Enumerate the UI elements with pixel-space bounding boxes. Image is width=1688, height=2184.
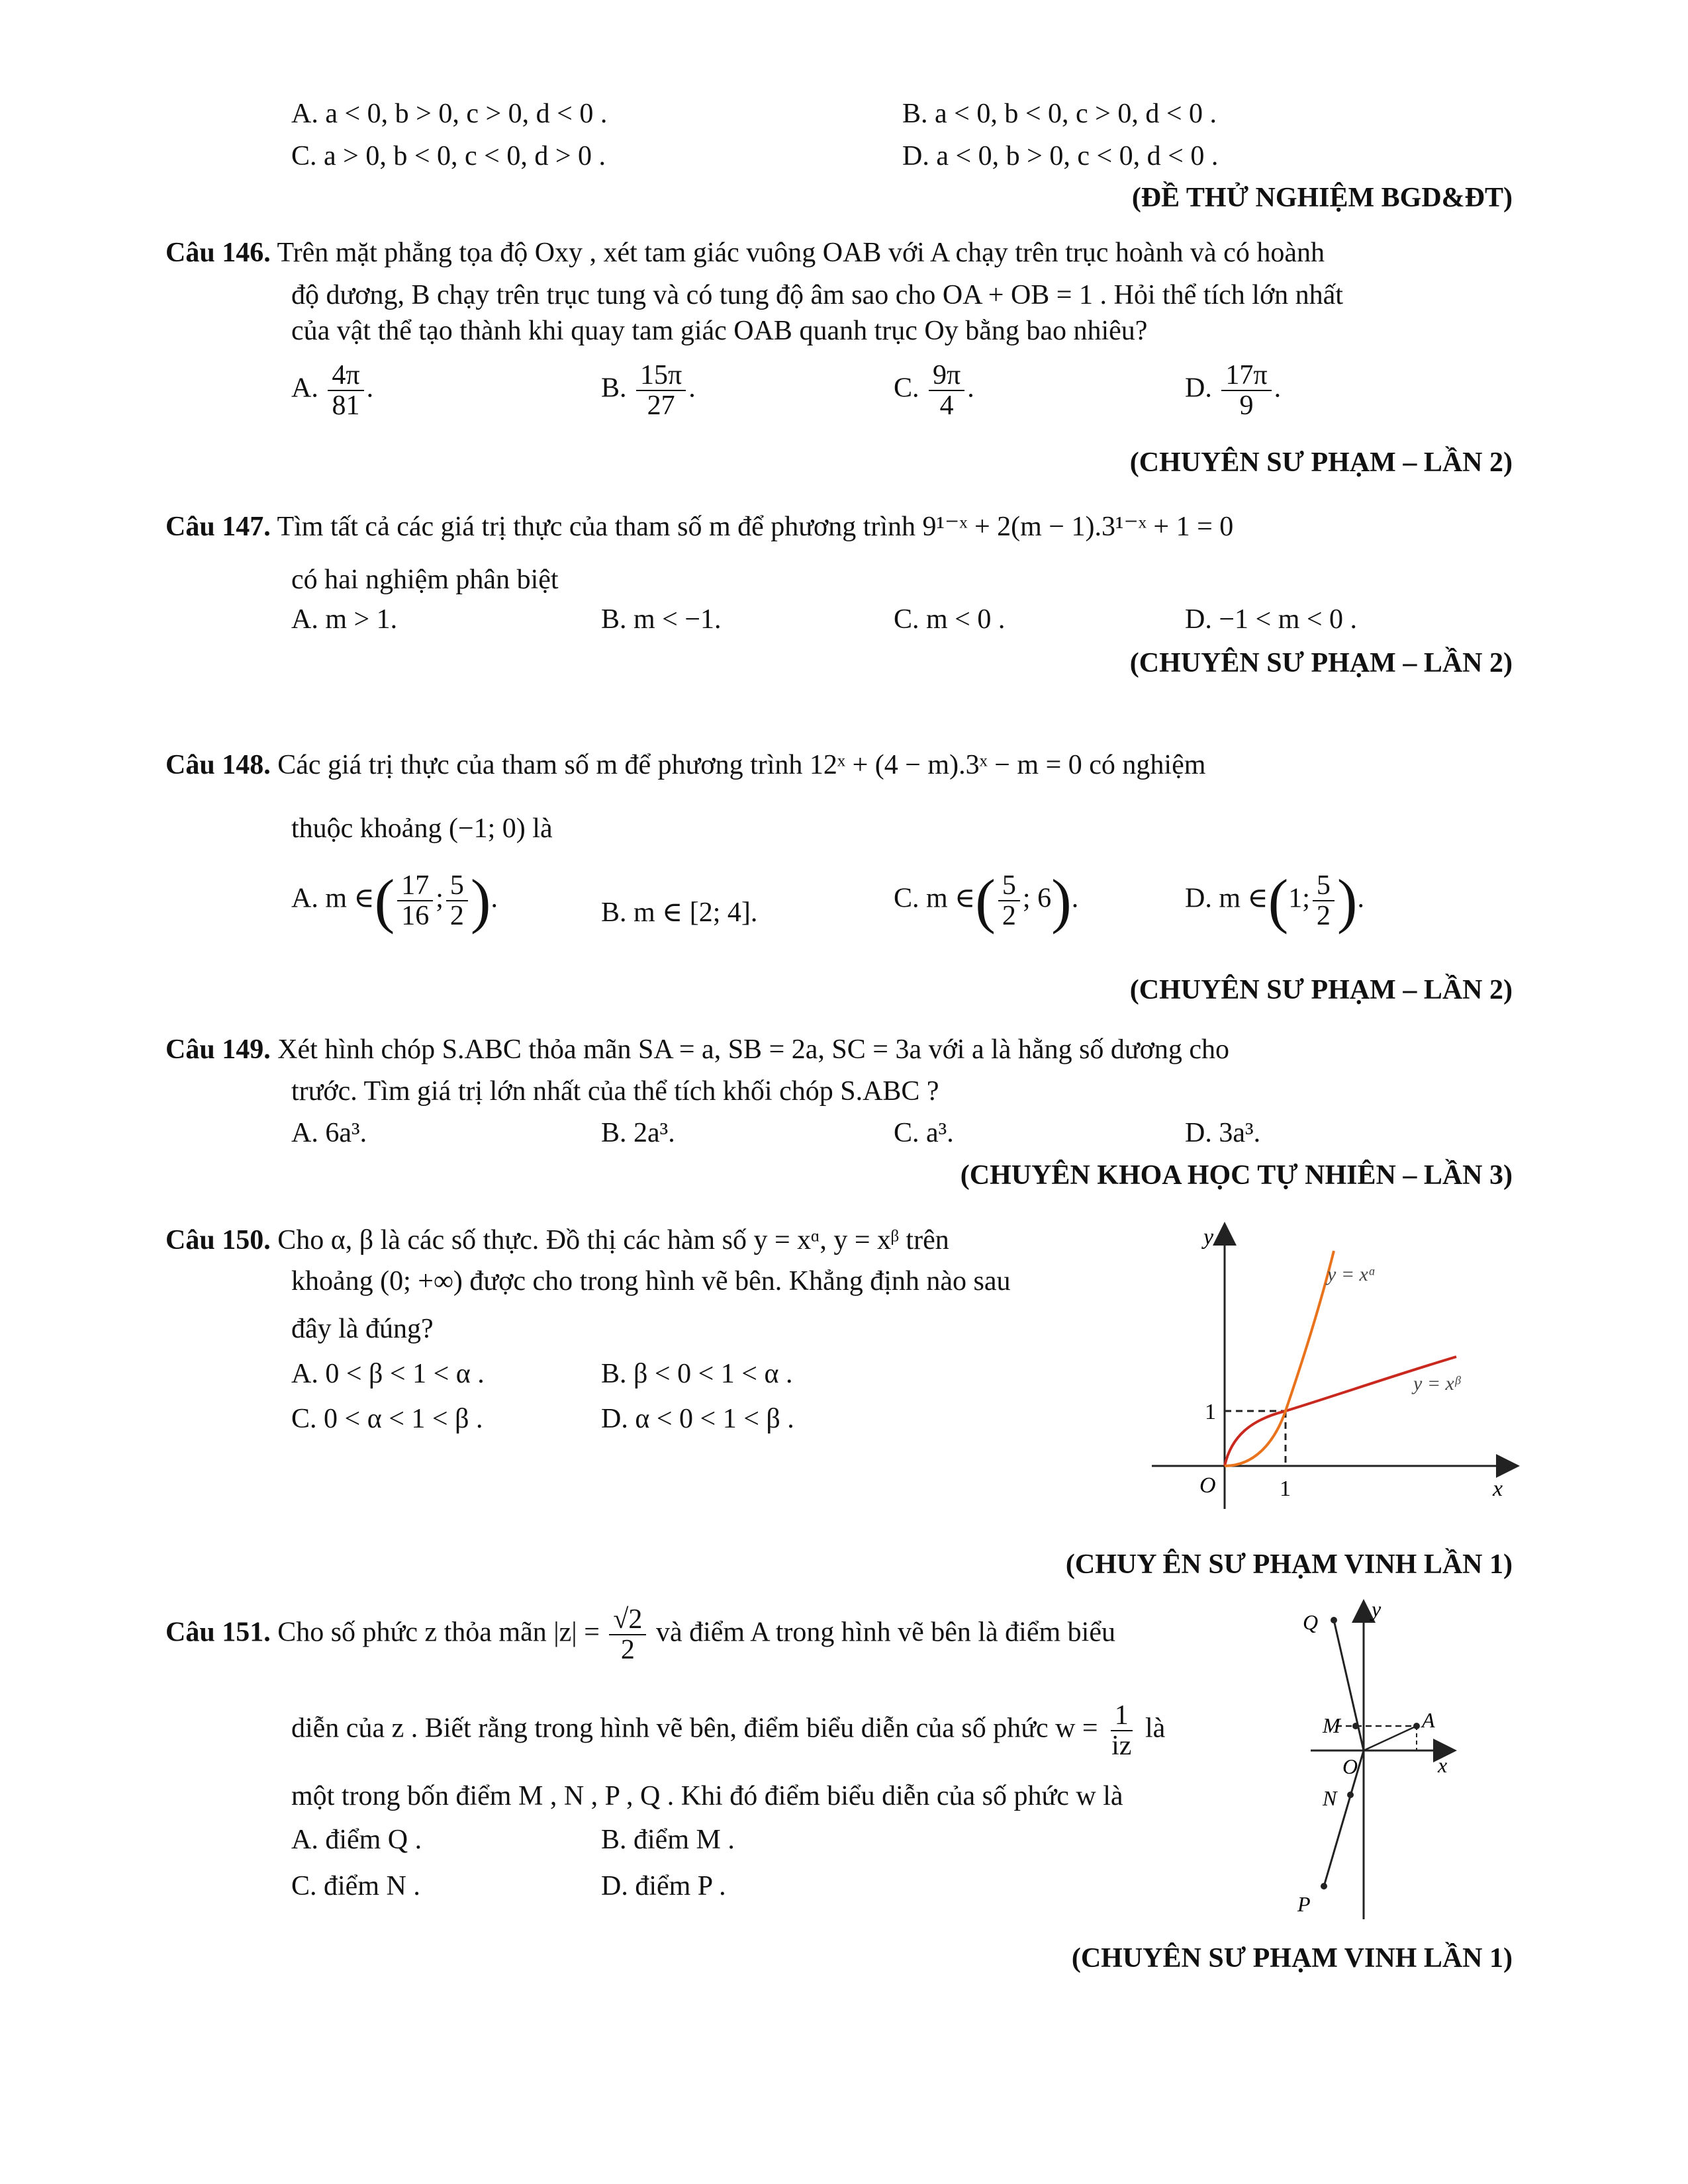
- q149-option-d: D. 3a³.: [1185, 1118, 1261, 1148]
- q147-option-d: D. −1 < m < 0 .: [1185, 604, 1358, 635]
- prev-source: (ĐỀ THỬ NGHIỆM BGD&ĐT): [1131, 183, 1513, 213]
- q146-a-fraction: [328, 361, 363, 420]
- q146-label: Câu 146.: [165, 238, 271, 268]
- q151-option-d: D. điểm P .: [601, 1871, 726, 1901]
- q146-option-a: A. $\frac{4\pi}{81}$ .: [291, 360, 374, 422]
- q150-option-a: A. 0 < β < 1 < α .: [291, 1359, 485, 1389]
- q148-d-lead: 1;: [1288, 883, 1310, 914]
- q151-w-fraction: [1107, 1701, 1135, 1760]
- q151-point-p: [1321, 1883, 1327, 1889]
- q148-d-num: 5: [1313, 871, 1335, 901]
- q151-line2a: diễn của z . Biết rằng trong hình vẽ bên, điểm biểu diễn của số phức w =: [291, 1713, 1098, 1744]
- q151-line1-row: [165, 1605, 1115, 1664]
- q150-label: Câu 150.: [165, 1225, 271, 1255]
- prev-option-d: D. a < 0, b > 0, c < 0, d < 0 .: [902, 141, 1219, 171]
- q146-option-c: C. $\frac{9\pi}{4}$ .: [894, 360, 974, 422]
- q151-line1b: và điểm A trong hình vẽ bên là điểm biểu: [655, 1617, 1115, 1648]
- q148-a-f1-den: 16: [401, 901, 430, 931]
- q149-line2: trước. Tìm giá trị lớn nhất của thể tích khối chóp S.ABC ?: [291, 1076, 939, 1107]
- q151-point-a: [1413, 1723, 1420, 1729]
- q149-option-b: B. 2a³.: [601, 1118, 675, 1148]
- q148-c-rest: ; 6: [1022, 883, 1052, 914]
- q147-line1: Tìm tất cả các giá trị thực của tham số m để phương trình 9¹⁻ˣ + 2(m − 1).3¹⁻ˣ + 1 = 0: [277, 512, 1234, 542]
- q146-line1-row: [165, 237, 1325, 269]
- q148-c-prefix: C. m ∈: [894, 883, 976, 914]
- q148-a-frac2: [446, 871, 468, 931]
- q146-a-num: 4π: [328, 361, 363, 391]
- q151-w-den: iz: [1111, 1731, 1132, 1762]
- q151-label-n: N: [1323, 1786, 1337, 1810]
- q151-line3: một trong bốn điểm M , N , P , Q . Khi đó điểm biểu diễn của số phức w là: [291, 1781, 1123, 1811]
- q148-a-f2-den: 2: [449, 901, 464, 931]
- q147-line1-row: [165, 511, 1233, 543]
- q148-c-frac: [998, 871, 1020, 931]
- q151-label-x: x: [1438, 1753, 1448, 1777]
- q150-tick-y: 1: [1205, 1400, 1216, 1424]
- q151-label-o: O: [1342, 1754, 1358, 1778]
- q150-line2: khoảng (0; +∞) được cho trong hình vẽ bên. Khẳng định nào sau: [291, 1266, 1011, 1297]
- q148-a-f2-num: 5: [446, 871, 468, 901]
- q146-a-prefix: A.: [291, 373, 318, 404]
- q148-d-den: 2: [1316, 901, 1331, 931]
- q146-c-num: 9π: [929, 361, 964, 391]
- q147-option-b: B. m < −1.: [601, 604, 722, 635]
- q151-mod-den: 2: [620, 1635, 635, 1666]
- q151-line-oa: [1364, 1726, 1417, 1751]
- q146-a-den: 81: [332, 390, 360, 422]
- q151-line1a: Cho số phức z thỏa mãn |z| =: [277, 1617, 600, 1648]
- q151-line2b: là: [1145, 1713, 1166, 1744]
- q150-line1: Cho α, β là các số thực. Đồ thị các hàm số y = xᵅ, y = xᵝ trên: [277, 1225, 949, 1255]
- q150-line3: đây là đúng?: [291, 1314, 434, 1344]
- q146-d-prefix: D.: [1185, 373, 1212, 404]
- q151-point-m: [1352, 1723, 1359, 1729]
- q146-d-fraction: [1221, 361, 1271, 420]
- q148-c-num: 5: [998, 871, 1020, 901]
- q148-c-den: 2: [1002, 901, 1016, 931]
- prev-option-a: A. a < 0, b > 0, c > 0, d < 0 .: [291, 99, 608, 129]
- q149-line1-row: [165, 1034, 1229, 1066]
- q150-line1-row: [165, 1224, 949, 1256]
- q151-point-q: [1331, 1617, 1337, 1623]
- q151-label-a: A: [1422, 1708, 1435, 1732]
- q149-option-c: C. a³.: [894, 1118, 954, 1148]
- q151-label-q: Q: [1303, 1610, 1319, 1634]
- q148-a-prefix: A. m ∈: [291, 883, 375, 914]
- q148-source: (CHUYÊN SƯ PHẠM – LẦN 2): [1129, 975, 1513, 1005]
- q146-b-prefix: B.: [601, 373, 627, 404]
- q150-y-label: y: [1203, 1225, 1214, 1250]
- prev-option-b: B. a < 0, b < 0, c > 0, d < 0 .: [902, 99, 1217, 129]
- q151-label-p: P: [1297, 1892, 1311, 1916]
- q151-option-b: B. điểm M .: [601, 1825, 735, 1855]
- q146-b-fraction: [636, 361, 686, 420]
- q148-option-a: A. m ∈( $\frac{17}{16}$ ; $\frac{5}{2}$ ).: [291, 867, 498, 934]
- q146-line2: độ dương, B chạy trên trục tung và có tung độ âm sao cho OA + OB = 1 . Hỏi thể tích lớn nhất: [291, 280, 1343, 310]
- q149-label: Câu 149.: [165, 1034, 271, 1065]
- q150-alpha-label: y = xᵅ: [1327, 1263, 1376, 1285]
- q151-point-n: [1347, 1792, 1354, 1798]
- q148-option-d: D. m ∈(1; $\frac{5}{2}$ ).: [1185, 867, 1365, 934]
- q151-label-m: M: [1323, 1713, 1340, 1737]
- q148-d-frac: [1313, 871, 1335, 931]
- q148-option-c: C. m ∈( $\frac{5}{2}$ ; 6).: [894, 867, 1079, 934]
- q151-line2-row: [291, 1701, 1165, 1760]
- q151-source: (CHUYÊN SƯ PHẠM VINH LẦN 1): [1071, 1943, 1513, 1974]
- q149-source: (CHUYÊN KHOA HỌC TỰ NHIÊN – LẦN 3): [960, 1160, 1513, 1191]
- q147-label: Câu 147.: [165, 512, 271, 542]
- q150-origin-label: O: [1199, 1473, 1216, 1498]
- q146-line3: của vật thể tạo thành khi quay tam giác OAB quanh trục Oy bằng bao nhiêu?: [291, 316, 1148, 346]
- q146-line1: Trên mặt phẳng tọa độ Oxy , xét tam giác vuông OAB với A chạy trên trục hoành và có hoành: [277, 238, 1325, 268]
- q150-x-label: x: [1493, 1477, 1503, 1501]
- q150-source: (CHUY ÊN SƯ PHẠM VINH LẦN 1): [1065, 1549, 1513, 1580]
- q149-option-a: A. 6a³.: [291, 1118, 367, 1148]
- q151-figure: [1284, 1595, 1483, 1926]
- q150-graph: [1139, 1211, 1523, 1516]
- q146-b-den: 27: [647, 390, 675, 422]
- q146-c-prefix: C.: [894, 373, 919, 404]
- q151-option-a: A. điểm Q .: [291, 1825, 422, 1855]
- q148-a-frac1: [397, 871, 433, 931]
- q151-mod-num: √2: [609, 1605, 646, 1635]
- q151-option-c: C. điểm N .: [291, 1871, 420, 1901]
- q148-d-prefix: D. m ∈: [1185, 883, 1268, 914]
- q150-option-c: C. 0 < α < 1 < β .: [291, 1404, 483, 1434]
- q148-line2: thuộc khoảng (−1; 0) là: [291, 813, 553, 844]
- q147-option-c: C. m < 0 .: [894, 604, 1006, 635]
- q149-line1: Xét hình chóp S.ABC thỏa mãn SA = a, SB = 2a, SC = 3a với a là hằng số dương cho: [277, 1034, 1230, 1065]
- q146-b-num: 15π: [636, 361, 686, 391]
- q150-option-b: B. β < 0 < 1 < α .: [601, 1359, 793, 1389]
- q146-option-b: B. $\frac{15\pi}{27}$ .: [601, 360, 696, 422]
- q147-source: (CHUYÊN SƯ PHẠM – LẦN 2): [1129, 648, 1513, 678]
- q151-label: Câu 151.: [165, 1617, 271, 1648]
- q146-source: (CHUYÊN SƯ PHẠM – LẦN 2): [1129, 447, 1513, 478]
- q151-modulus-fraction: [609, 1605, 646, 1664]
- q148-line1-row: [165, 749, 1205, 781]
- q148-a-f1-num: 17: [397, 871, 433, 901]
- q150-tick-x: 1: [1280, 1477, 1291, 1501]
- q148-label: Câu 148.: [165, 750, 271, 780]
- q148-line1: Các giá trị thực của tham số m để phương trình 12ˣ + (4 − m).3ˣ − m = 0 có nghiệm: [277, 750, 1206, 780]
- q151-label-y: y: [1372, 1597, 1382, 1621]
- prev-option-c: C. a > 0, b < 0, c < 0, d > 0 .: [291, 141, 606, 171]
- q150-option-d: D. α < 0 < 1 < β .: [601, 1404, 794, 1434]
- q147-line2: có hai nghiệm phân biệt: [291, 565, 559, 595]
- q146-option-d: D. $\frac{17\pi}{9}$ .: [1185, 360, 1282, 422]
- q147-option-a: A. m > 1.: [291, 604, 398, 635]
- q150-beta-label: y = xᵝ: [1413, 1373, 1460, 1394]
- q146-c-den: 4: [939, 390, 954, 422]
- q146-d-num: 17π: [1221, 361, 1271, 391]
- q151-w-num: 1: [1111, 1701, 1133, 1731]
- q146-c-fraction: [929, 361, 964, 420]
- q148-option-b: B. m ∈ [2; 4].: [601, 897, 758, 928]
- q146-d-den: 9: [1239, 390, 1254, 422]
